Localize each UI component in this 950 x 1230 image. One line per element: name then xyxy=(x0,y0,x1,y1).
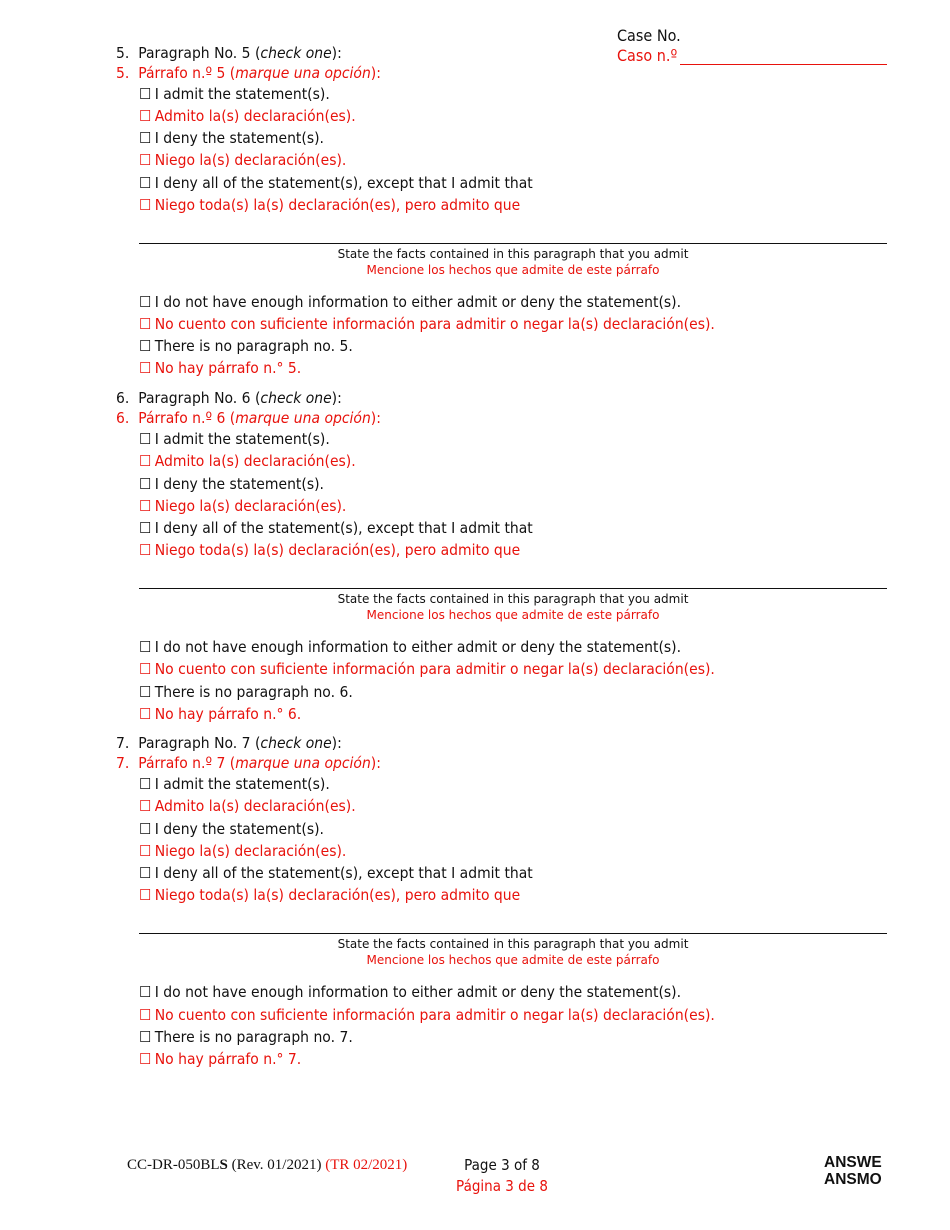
option-deny-except[interactable]: ☐ I deny all of the statement(s), except that I admit that xyxy=(139,174,533,192)
case-number-label-es: Caso n.º xyxy=(617,46,678,65)
checkbox-glyph-es: ☐ xyxy=(139,842,152,860)
option-deny[interactable]: ☐ I deny the statement(s). xyxy=(139,475,324,493)
checkbox-deny[interactable]: ☐ xyxy=(139,820,152,838)
checkbox-glyph-es: ☐ xyxy=(139,359,152,377)
option-no-paragraph[interactable]: ☐ There is no paragraph no. 7. xyxy=(139,1028,353,1046)
checkbox-glyph-es: ☐ xyxy=(139,886,152,904)
option-deny[interactable]: ☐ I deny the statement(s). xyxy=(139,129,324,147)
section-heading-es: 6. Párrafo n.º 6 (marque una opción): xyxy=(116,409,381,427)
option-no-info[interactable]: ☐ I do not have enough information to either admit or deny the statement(s). xyxy=(139,293,682,311)
facts-caption: State the facts contained in this paragraph that you admit xyxy=(337,247,689,261)
option-no-paragraph[interactable]: ☐ There is no paragraph no. 6. xyxy=(139,683,353,701)
option-deny-except-es: ☐ Niego toda(s) la(s) declaración(es), pero admito que xyxy=(139,886,521,904)
form-code-es: ANSMO xyxy=(824,1171,882,1188)
section-heading-es: 7. Párrafo n.º 7 (marque una opción): xyxy=(116,754,381,772)
form-identifier: CC-DR-050BLS (Rev. 01/2021) (TR 02/2021) xyxy=(127,1157,408,1173)
checkbox-glyph-es: ☐ xyxy=(139,151,152,169)
admitted-facts-field[interactable] xyxy=(139,243,887,244)
checkbox-deny-except[interactable]: ☐ xyxy=(139,174,152,192)
section-heading: 5. Paragraph No. 5 (check one): xyxy=(116,44,342,62)
checkbox-no-paragraph[interactable]: ☐ xyxy=(139,1028,152,1046)
checkbox-no-info[interactable]: ☐ xyxy=(139,638,152,656)
option-deny-es: ☐ Niego la(s) declaración(es). xyxy=(139,497,347,515)
option-deny-es: ☐ Niego la(s) declaración(es). xyxy=(139,842,347,860)
admitted-facts-field[interactable] xyxy=(139,933,887,934)
case-number-field[interactable] xyxy=(680,64,887,65)
option-deny-except[interactable]: ☐ I deny all of the statement(s), except that I admit that xyxy=(139,519,533,537)
checkbox-no-paragraph[interactable]: ☐ xyxy=(139,683,152,701)
option-no-paragraph-es: ☐ No hay párrafo n.° 7. xyxy=(139,1050,302,1068)
option-deny[interactable]: ☐ I deny the statement(s). xyxy=(139,820,324,838)
option-deny-es: ☐ Niego la(s) declaración(es). xyxy=(139,151,347,169)
form-code: ANSWE xyxy=(824,1154,882,1171)
section-heading: 7. Paragraph No. 7 (check one): xyxy=(116,734,342,752)
section-heading: 6. Paragraph No. 6 (check one): xyxy=(116,389,342,407)
checkbox-glyph-es: ☐ xyxy=(139,705,152,723)
checkbox-glyph-es: ☐ xyxy=(139,497,152,515)
checkbox-deny[interactable]: ☐ xyxy=(139,475,152,493)
checkbox-admit[interactable]: ☐ xyxy=(139,85,152,103)
option-no-info[interactable]: ☐ I do not have enough information to either admit or deny the statement(s). xyxy=(139,638,682,656)
case-number-label: Case No. xyxy=(617,26,681,45)
facts-caption-es: Mencione los hechos que admite de este párrafo xyxy=(366,608,660,622)
option-deny-except-es: ☐ Niego toda(s) la(s) declaración(es), pero admito que xyxy=(139,196,521,214)
page-number-es: Página 3 de 8 xyxy=(456,1177,548,1195)
checkbox-glyph-es: ☐ xyxy=(139,107,152,125)
checkbox-no-paragraph[interactable]: ☐ xyxy=(139,337,152,355)
checkbox-glyph-es: ☐ xyxy=(139,1050,152,1068)
checkbox-no-info[interactable]: ☐ xyxy=(139,293,152,311)
checkbox-glyph-es: ☐ xyxy=(139,452,152,470)
checkbox-glyph-es: ☐ xyxy=(139,196,152,214)
checkbox-deny-except[interactable]: ☐ xyxy=(139,864,152,882)
option-deny-except[interactable]: ☐ I deny all of the statement(s), except that I admit that xyxy=(139,864,533,882)
option-no-info-es: ☐ No cuento con suficiente información para admitir o negar la(s) declaración(es). xyxy=(139,660,715,678)
checkbox-glyph-es: ☐ xyxy=(139,797,152,815)
option-admit-es: ☐ Admito la(s) declaración(es). xyxy=(139,107,356,125)
option-deny-except-es: ☐ Niego toda(s) la(s) declaración(es), pero admito que xyxy=(139,541,521,559)
checkbox-deny-except[interactable]: ☐ xyxy=(139,519,152,537)
option-no-info[interactable]: ☐ I do not have enough information to either admit or deny the statement(s). xyxy=(139,983,682,1001)
option-admit-es: ☐ Admito la(s) declaración(es). xyxy=(139,797,356,815)
checkbox-glyph-es: ☐ xyxy=(139,660,152,678)
facts-caption-es: Mencione los hechos que admite de este párrafo xyxy=(366,953,660,967)
checkbox-admit[interactable]: ☐ xyxy=(139,775,152,793)
option-no-paragraph-es: ☐ No hay párrafo n.° 6. xyxy=(139,705,302,723)
checkbox-admit[interactable]: ☐ xyxy=(139,430,152,448)
section-heading-es: 5. Párrafo n.º 5 (marque una opción): xyxy=(116,64,381,82)
option-admit[interactable]: ☐ I admit the statement(s). xyxy=(139,430,330,448)
facts-caption: State the facts contained in this paragraph that you admit xyxy=(337,592,689,606)
admitted-facts-field[interactable] xyxy=(139,588,887,589)
checkbox-glyph-es: ☐ xyxy=(139,1006,152,1024)
option-no-info-es: ☐ No cuento con suficiente información para admitir o negar la(s) declaración(es). xyxy=(139,1006,715,1024)
option-no-paragraph[interactable]: ☐ There is no paragraph no. 5. xyxy=(139,337,353,355)
option-no-paragraph-es: ☐ No hay párrafo n.° 5. xyxy=(139,359,302,377)
option-admit-es: ☐ Admito la(s) declaración(es). xyxy=(139,452,356,470)
option-no-info-es: ☐ No cuento con suficiente información para admitir o negar la(s) declaración(es). xyxy=(139,315,715,333)
checkbox-glyph-es: ☐ xyxy=(139,541,152,559)
facts-caption-es: Mencione los hechos que admite de este párrafo xyxy=(366,263,660,277)
checkbox-deny[interactable]: ☐ xyxy=(139,129,152,147)
option-admit[interactable]: ☐ I admit the statement(s). xyxy=(139,775,330,793)
option-admit[interactable]: ☐ I admit the statement(s). xyxy=(139,85,330,103)
checkbox-glyph-es: ☐ xyxy=(139,315,152,333)
checkbox-no-info[interactable]: ☐ xyxy=(139,983,152,1001)
facts-caption: State the facts contained in this paragraph that you admit xyxy=(337,937,689,951)
page-number: Page 3 of 8 xyxy=(464,1156,540,1174)
